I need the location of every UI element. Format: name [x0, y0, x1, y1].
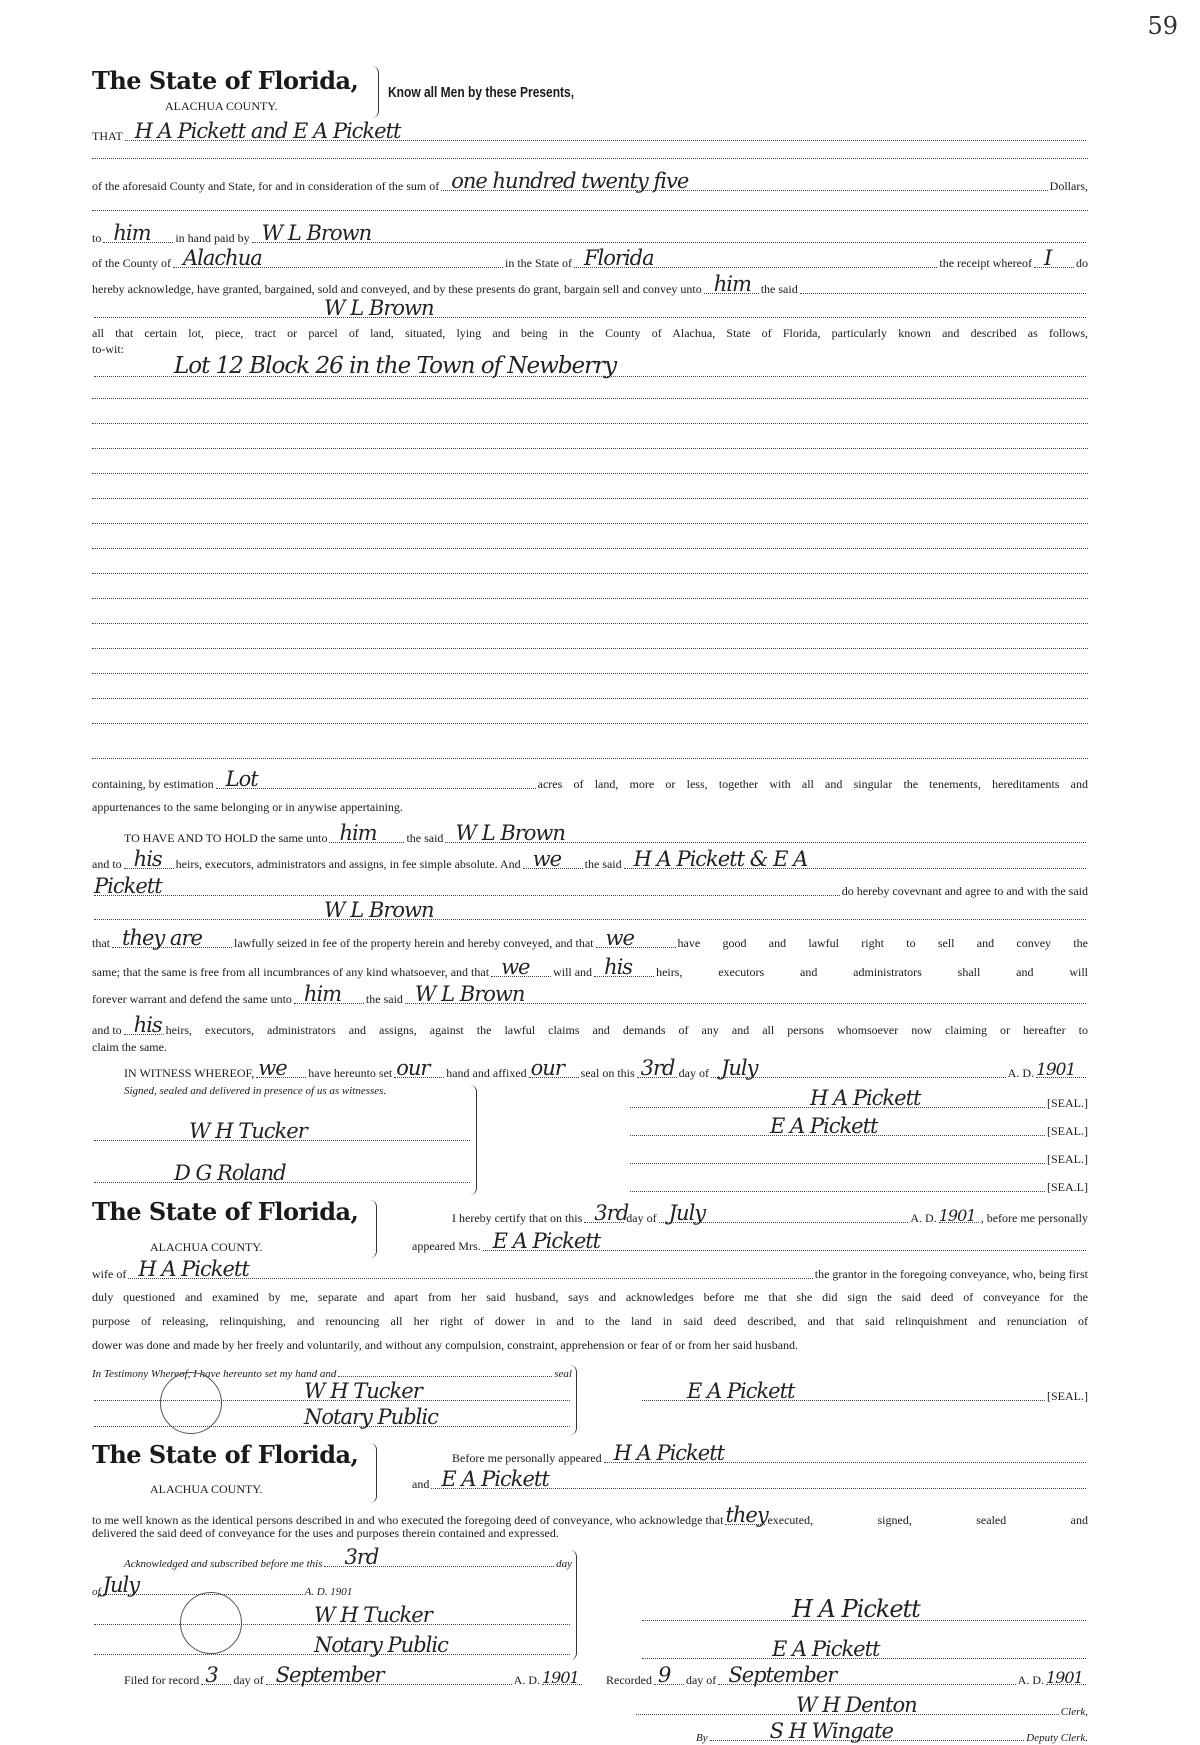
hw: him	[339, 821, 377, 845]
dotted-line	[92, 648, 1088, 649]
notary-title: Notary Public	[304, 1405, 438, 1429]
hw: Pickett	[94, 874, 162, 898]
dotted-line	[659, 1201, 909, 1225]
dower-text: duly questioned and examined by me, separate and apart from her said husband, says and acknowledges before me that she did sign the said deed of conveyance for the	[92, 1290, 1088, 1304]
dotted-line	[94, 1603, 570, 1627]
dotted-line	[94, 1119, 470, 1143]
label: hand and affixed	[446, 1066, 527, 1080]
dotted-line	[431, 1467, 1086, 1491]
dotted-line	[103, 221, 173, 245]
dotted-line	[94, 1405, 570, 1429]
dotted-line	[294, 982, 364, 1006]
dotted-line	[542, 1668, 582, 1687]
dotted-line	[94, 874, 840, 898]
dotted-line	[718, 1663, 1015, 1687]
dotted-line	[574, 246, 937, 270]
label: A. D.	[910, 1211, 937, 1225]
parcel-text: all that certain lot, piece, tract or parcel of land, situated, lying and being in the County of Alachua, State of Florida, particularly known and described as follows,	[92, 326, 1088, 340]
label: that	[92, 936, 110, 950]
label: heirs, executors, administrators and assigns, in fee simple absolute. And	[175, 857, 521, 871]
dotted-line	[596, 926, 676, 950]
county-label: ALACHUA COUNTY.	[150, 1240, 263, 1254]
hw: our	[530, 1056, 564, 1080]
label: of	[92, 1586, 101, 1598]
dower-text: dower was done and made by her freely and voluntarily, and without any compulsion, constraint, apprehension or fear of or from her said husband.	[92, 1338, 799, 1352]
label: in the State of	[505, 256, 572, 270]
county-label: ALACHUA COUNTY.	[150, 1482, 263, 1496]
dotted-line	[529, 1056, 579, 1080]
dotted-line	[92, 423, 1088, 424]
label: executed, signed, sealed and	[767, 1513, 1088, 1527]
hw: they are	[122, 926, 202, 950]
form-line	[640, 1637, 1088, 1662]
hw: H A Pickett	[138, 1257, 249, 1281]
dotted-line	[338, 1364, 552, 1377]
label: hereby acknowledge, have granted, bargained, sold and conveyed, and by these presents do grant, bargain sell and convey unto	[92, 282, 702, 296]
dotted-line	[125, 119, 1086, 143]
dotted-line	[94, 1633, 570, 1657]
form-line	[628, 1086, 1088, 1111]
dotted-line	[630, 1151, 1045, 1164]
form-line	[92, 1257, 1088, 1282]
label: day of	[678, 1066, 709, 1080]
hw: September	[728, 1663, 837, 1687]
county-value: Alachua	[183, 246, 262, 270]
form-line	[92, 246, 1088, 271]
dotted-line	[92, 548, 1088, 549]
label: do hereby covevnant and agree to and with the said	[841, 884, 1088, 898]
dotted-line	[710, 1719, 1025, 1743]
label: will and	[553, 965, 593, 979]
unto-who: him	[713, 272, 751, 296]
hw: his	[133, 847, 162, 871]
hw: they	[725, 1503, 768, 1527]
dotted-line	[94, 898, 1086, 922]
paid-by: W L Brown	[261, 221, 372, 245]
dotted-line	[266, 1663, 512, 1687]
dotted-line	[636, 1693, 1059, 1717]
dotted-line	[637, 1056, 677, 1080]
form-line	[92, 169, 1088, 194]
hw: his	[133, 1013, 162, 1037]
dotted-line	[1034, 246, 1074, 270]
label: appeared Mrs.	[412, 1239, 481, 1253]
witness-signature: D G Roland	[174, 1161, 286, 1185]
label: A. D. 1901	[304, 1586, 353, 1598]
form-line	[452, 1201, 1088, 1226]
label: day of	[685, 1673, 717, 1687]
form-line	[412, 1229, 1088, 1254]
dotted-line	[92, 758, 1088, 759]
label: Deputy Clerk.	[1026, 1732, 1088, 1744]
label: of the County of	[92, 256, 171, 270]
form-line	[92, 272, 1088, 297]
seal-label: [SEA.L]	[1047, 1180, 1088, 1194]
form-line	[92, 1633, 572, 1658]
receipt-who: I	[1044, 246, 1052, 270]
label: Dollars,	[1049, 179, 1088, 193]
label: lawfully seized in fee of the property herein and hereby conveyed, and that	[234, 936, 594, 950]
hw: 3rd	[640, 1056, 675, 1080]
label: IN WITNESS WHEREOF,	[124, 1066, 255, 1080]
hw: E A Pickett	[492, 1229, 601, 1253]
dotted-line	[483, 1229, 1086, 1253]
dotted-line	[704, 272, 759, 296]
form-line	[92, 982, 1088, 1007]
label: By	[696, 1732, 708, 1744]
dotted-line	[445, 821, 1086, 845]
brace	[370, 1200, 377, 1258]
form-line	[92, 874, 1088, 899]
label: heirs, executors and administrators shall and will	[656, 965, 1088, 979]
dotted-line	[92, 623, 1088, 624]
hw: E A Pickett	[441, 1467, 549, 1491]
dotted-line	[630, 1086, 1045, 1110]
hw: our	[396, 1056, 430, 1080]
ack-text: delivered the said deed of conveyance for the uses and purposes therein contained and expressed.	[92, 1526, 559, 1540]
form-line	[92, 955, 1088, 980]
form-line	[124, 1545, 572, 1570]
form-line	[92, 1379, 572, 1404]
hw: we	[532, 847, 562, 871]
notary-title: Notary Public	[314, 1633, 448, 1657]
county-label: ALACHUA COUNTY.	[165, 99, 278, 113]
label: the grantor in the foregoing conveyance, who, being first	[814, 1267, 1088, 1281]
label: A. D.	[1017, 1673, 1044, 1687]
label: forever warrant and defend the same unto	[92, 992, 292, 1006]
label: TO HAVE AND TO HOLD the same unto	[124, 831, 328, 845]
form-line	[92, 221, 1088, 246]
label: in hand paid by	[175, 231, 250, 245]
to-who: him	[113, 221, 151, 245]
form-line	[634, 1693, 1088, 1718]
form-line	[92, 1503, 1088, 1528]
label: wife of	[92, 1267, 127, 1281]
label: same; that the same is free from all incumbrances of any kind whatsoever, and that	[92, 965, 490, 979]
dotted-line	[94, 1161, 470, 1185]
dotted-line	[642, 1637, 1086, 1661]
hw: him	[303, 982, 342, 1006]
label: the receipt whereof	[939, 256, 1032, 270]
dotted-line	[594, 955, 654, 979]
dotted-line	[92, 498, 1088, 499]
seal-label: [SEAL.]	[1047, 1389, 1088, 1403]
seal-label: [SEAL.]	[1047, 1152, 1088, 1166]
dotted-line	[112, 926, 232, 950]
form-line	[452, 1441, 1088, 1466]
hw: 1901	[542, 1668, 579, 1687]
dotted-line	[491, 955, 551, 979]
label: THAT	[92, 129, 123, 143]
grantor-signature: H A Pickett	[792, 1595, 920, 1623]
form-line	[92, 1405, 572, 1430]
hw: 3rd	[594, 1201, 629, 1225]
label: seal on this	[580, 1066, 635, 1080]
grantor-signature: E A Pickett	[772, 1637, 880, 1661]
form-line	[412, 1467, 1088, 1492]
sum: one hundred twenty five	[451, 169, 689, 193]
dotted-line	[92, 598, 1088, 599]
dotted-line	[405, 982, 1086, 1006]
label: Before me personally appeared	[452, 1451, 602, 1465]
hw: W L Brown	[455, 821, 565, 845]
label: the said	[584, 857, 622, 871]
dotted-line	[252, 221, 1086, 245]
label: In Testimony Whereof, I have hereunto set my hand and	[92, 1368, 337, 1380]
hw: H A Pickett	[613, 1441, 725, 1465]
hw: July	[720, 1056, 758, 1080]
form-line	[92, 847, 1088, 872]
form-line	[124, 1663, 584, 1688]
hw: W L Brown	[414, 982, 525, 1006]
description: Lot 12 Block 26 in the Town of Newberry	[174, 353, 617, 379]
form-line	[92, 1013, 1088, 1038]
dotted-line	[630, 1179, 1045, 1192]
hw: we	[605, 926, 634, 950]
hw: July	[102, 1573, 140, 1597]
form-line	[696, 1719, 1088, 1744]
form-line	[124, 821, 1088, 846]
dotted-line	[94, 1379, 570, 1403]
label: day of	[233, 1673, 264, 1687]
hw: July	[668, 1201, 706, 1225]
label: seal	[554, 1368, 572, 1380]
dotted-line	[92, 673, 1088, 674]
dotted-line	[630, 1114, 1045, 1138]
label: day of	[626, 1211, 657, 1225]
form-line	[124, 1056, 1088, 1081]
dotted-line	[92, 448, 1088, 449]
label: do	[1076, 256, 1088, 270]
deputy-signature: S H Wingate	[769, 1719, 893, 1743]
dotted-line	[642, 1379, 1045, 1403]
dotted-line	[324, 1545, 554, 1569]
form-line	[640, 1595, 1088, 1624]
dotted-line	[604, 1441, 1086, 1465]
dotted-line	[92, 698, 1088, 699]
dotted-line	[584, 1201, 629, 1225]
dotted-line	[523, 847, 583, 871]
label: heirs, executors, administrators and assigns, against the lawful claims and demands of any and all persons whomsoever now claiming or hereafter to	[165, 1023, 1088, 1037]
label: A. D.	[1007, 1066, 1034, 1080]
form-line	[92, 1573, 492, 1598]
dotted-line	[441, 169, 1047, 193]
label: and to	[92, 857, 122, 871]
label: A. D.	[513, 1673, 540, 1687]
dotted-line	[124, 847, 174, 871]
hw: 1901	[1036, 1060, 1076, 1080]
form-line	[640, 1379, 1088, 1404]
brace	[370, 1443, 377, 1503]
label: the said	[406, 831, 444, 845]
dotted-line	[124, 1013, 164, 1037]
label: day	[556, 1558, 572, 1570]
state-title: The State of Florida,	[92, 1440, 359, 1469]
to-wit: to-wit:	[92, 342, 124, 356]
blank-line	[92, 158, 1088, 159]
form-line	[92, 1119, 472, 1144]
grantee: W L Brown	[324, 296, 434, 320]
dotted-line	[256, 1056, 306, 1080]
label: Recorded	[606, 1673, 652, 1687]
form-line	[628, 1114, 1088, 1139]
dotted-line	[800, 281, 1086, 294]
dotted-line	[642, 1595, 1086, 1623]
form-line	[92, 353, 1088, 380]
dotted-line	[725, 1503, 768, 1527]
hw: W L Brown	[324, 898, 434, 922]
label: to me well known as the identical persons described in and who executed the foregoing deed of conveyance, who acknowledge that	[92, 1513, 724, 1527]
dotted-line	[1036, 1060, 1086, 1080]
label: and to	[92, 1023, 122, 1037]
dotted-line	[173, 246, 503, 270]
appurtenances: appurtenances to the same belonging or in anywise appertaining.	[92, 800, 403, 814]
hw: we	[501, 955, 530, 979]
signed-note: Signed, sealed and delivered in presence of us as witnesses.	[124, 1085, 387, 1097]
dotted-line	[92, 723, 1088, 724]
seal-label: [SEAL.]	[1047, 1096, 1088, 1110]
form-line	[92, 1161, 472, 1186]
hw: 9	[657, 1663, 671, 1687]
dotted-line	[94, 296, 1086, 320]
form-line	[92, 926, 1088, 951]
form-line	[628, 1147, 1088, 1167]
form-line	[92, 119, 1088, 144]
dotted-line	[938, 1206, 979, 1225]
label: I hereby certify that on this	[452, 1211, 583, 1225]
dotted-line	[92, 473, 1088, 474]
label: , before me personally	[980, 1211, 1088, 1225]
label: to	[92, 231, 102, 245]
dower-text: purpose of releasing, relinquishing, and renouncing all her right of dower in and to the land in said deed described, and that said relinquishment and renunciation of	[92, 1314, 1088, 1328]
label: and	[412, 1477, 430, 1491]
hw: his	[604, 955, 633, 979]
form-line	[628, 1175, 1088, 1195]
blank-line	[92, 210, 1088, 211]
hw: 3	[205, 1663, 218, 1687]
dotted-line	[654, 1663, 684, 1687]
label: Clerk,	[1060, 1706, 1088, 1718]
dotted-line	[394, 1056, 444, 1080]
claim: claim the same.	[92, 1040, 167, 1054]
label: Filed for record	[124, 1673, 200, 1687]
label: acres of land, more or less, together with all and singular the tenements, hereditaments and	[537, 777, 1088, 791]
dotted-line	[92, 398, 1088, 399]
grantors: H A Pickett and E A Pickett	[134, 119, 401, 143]
acres: Lot	[225, 767, 258, 791]
label: Acknowledged and subscribed before me this	[124, 1558, 323, 1570]
seal-label: [SEAL.]	[1047, 1124, 1088, 1138]
hw: we	[258, 1056, 287, 1080]
state-value: Florida	[583, 246, 654, 270]
form-line	[92, 898, 1088, 923]
dotted-line	[92, 573, 1088, 574]
form-line	[92, 1603, 572, 1628]
page-number: 59	[1147, 12, 1178, 40]
label: the said	[365, 992, 403, 1006]
brace	[372, 66, 379, 118]
dotted-line	[329, 821, 404, 845]
dotted-line	[216, 767, 536, 791]
know-all-men: Know all Men by these Presents,	[388, 84, 575, 101]
notary-signature: W H Tucker	[304, 1379, 422, 1403]
grantor-signature: E A Pickett	[770, 1114, 878, 1138]
dotted-line	[128, 1257, 812, 1281]
dotted-line	[201, 1663, 231, 1687]
dotted-line	[624, 847, 1086, 871]
hw: H A Pickett & E A	[633, 847, 808, 871]
hw: 3rd	[344, 1545, 379, 1569]
form-line	[92, 1360, 572, 1380]
label: of the aforesaid County and State, for and in consideration of the sum of	[92, 179, 440, 193]
notary-signature: W H Tucker	[314, 1603, 432, 1627]
dotted-line	[94, 353, 1086, 379]
state-title: The State of Florida,	[92, 66, 359, 95]
witness-signature: W H Tucker	[189, 1119, 307, 1143]
grantor-signature: H A Pickett	[810, 1086, 921, 1110]
dotted-line	[1046, 1668, 1086, 1687]
dotted-line	[92, 523, 1088, 524]
wife-signature: E A Pickett	[687, 1379, 795, 1403]
label: the said	[760, 282, 798, 296]
hw: 1901	[1046, 1668, 1083, 1687]
form-line	[606, 1663, 1088, 1688]
clerk-signature: W H Denton	[796, 1693, 917, 1717]
hw: September	[275, 1663, 384, 1687]
form-line	[92, 767, 1088, 792]
dotted-line	[711, 1056, 1006, 1080]
label: have hereunto set	[308, 1066, 393, 1080]
state-title: The State of Florida,	[92, 1197, 359, 1226]
label: containing, by estimation	[92, 777, 214, 791]
label: have good and lawful right to sell and convey the	[677, 936, 1088, 950]
form-line	[92, 296, 1088, 321]
hw: 1901	[938, 1206, 976, 1225]
